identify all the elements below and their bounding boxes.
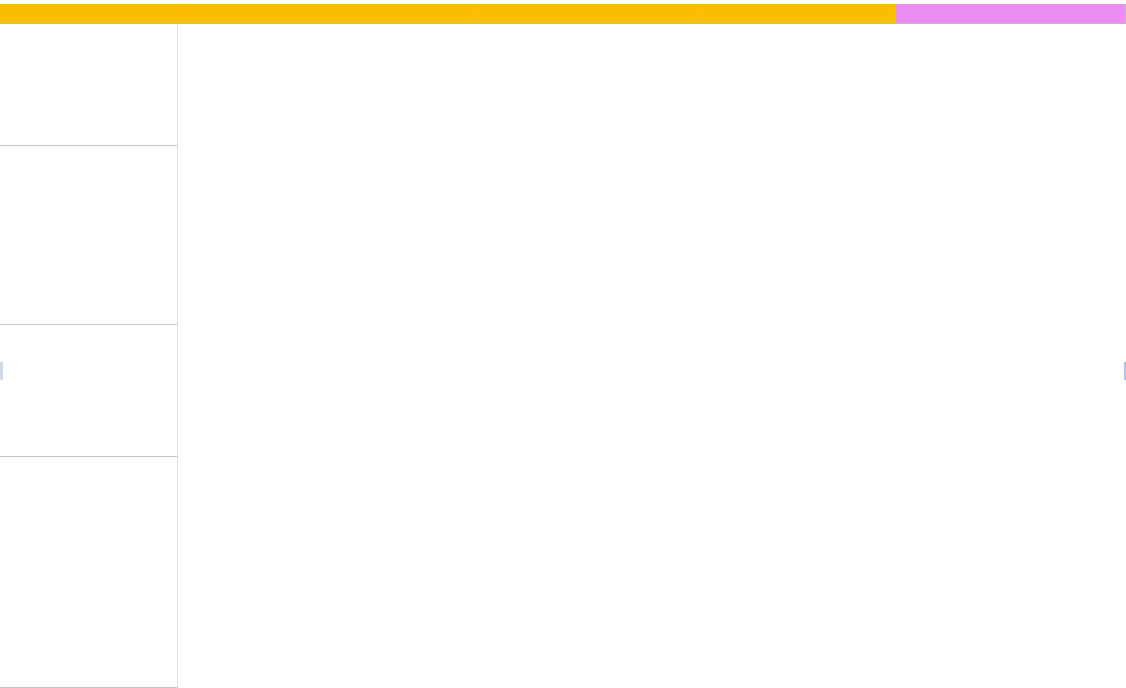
- category-business[interactable]: [0, 25, 178, 146]
- header-category[interactable]: [0, 4, 178, 24]
- header-competitor[interactable]: [896, 4, 1126, 24]
- header-row: [0, 4, 1126, 25]
- category-product[interactable]: [0, 325, 178, 457]
- header-my-company[interactable]: [700, 4, 896, 24]
- header-example[interactable]: [476, 4, 700, 24]
- category-positioning[interactable]: [0, 146, 178, 325]
- header-item[interactable]: [178, 4, 476, 24]
- row-selection-marker-left: [0, 362, 3, 380]
- category-marketing-strategy[interactable]: [0, 457, 178, 688]
